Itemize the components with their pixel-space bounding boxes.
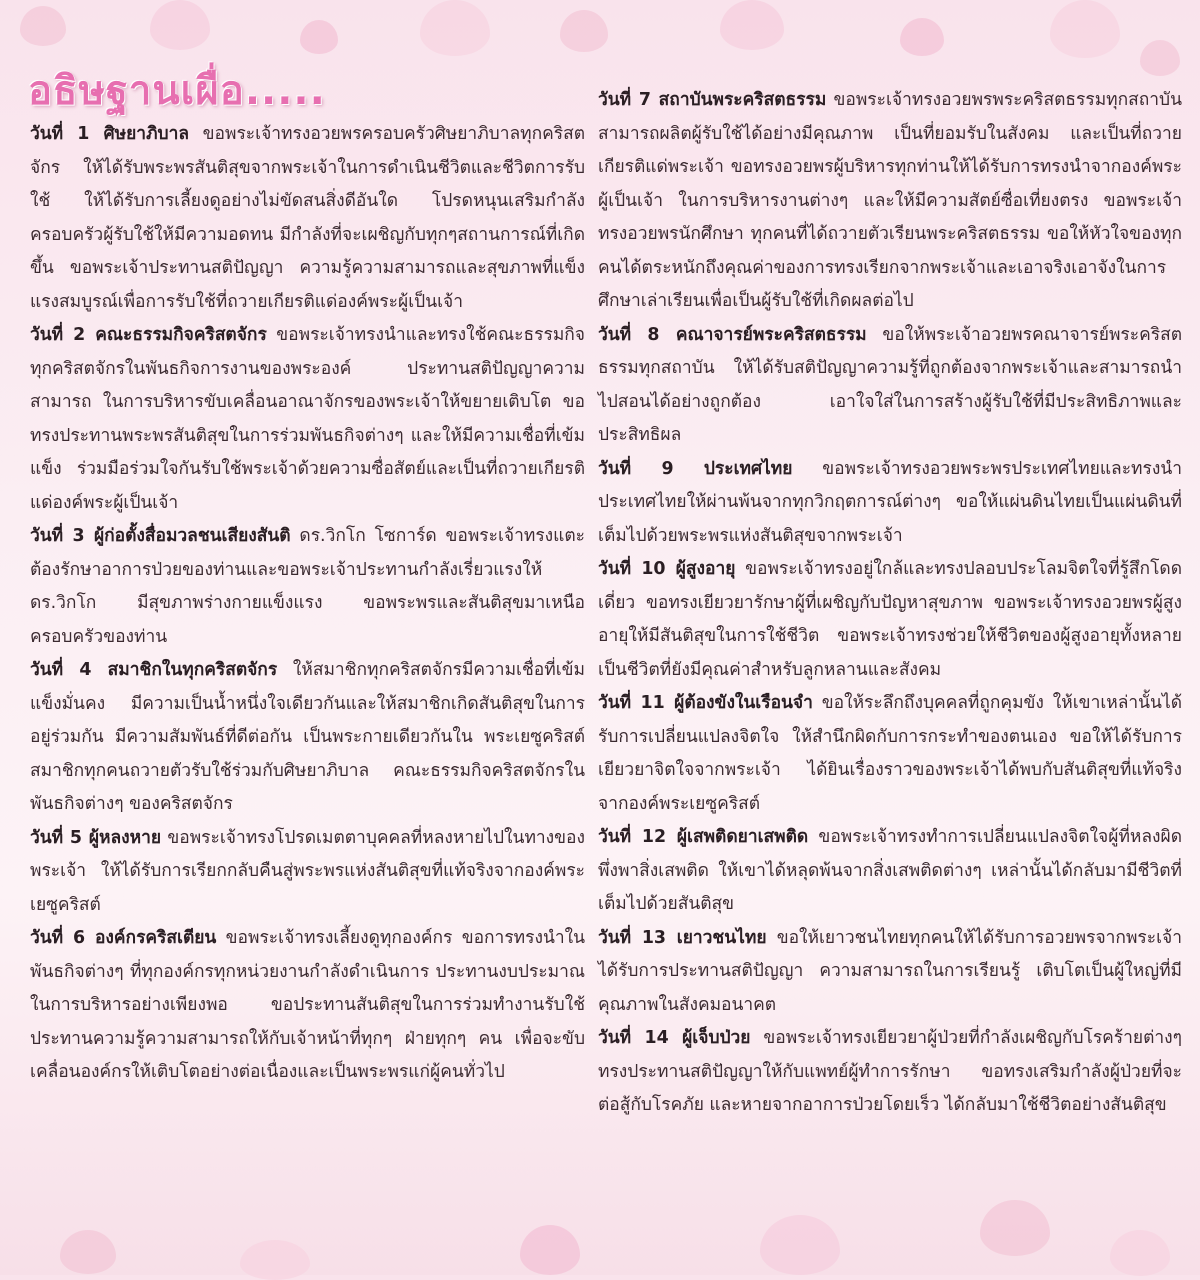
prayer-entry-day-7 <box>598 84 1182 319</box>
page-heading: อธิษฐานเผื่อ..... <box>28 68 326 114</box>
entry-text: ขอให้พระเจ้าอวยพรคณาจารย์พระคริสตธรรมทุกสถาบัน ให้ได้รับสติปัญญาความรู้ที่ถูกต้องจากพระเจ้าและสามารถนำไปสอนได้อย่างถูกต้อง เอาใจใส่ในการสร้างผู้รับใช้ที่มีประสิทธิภาพและประสิทธิผล <box>598 324 1182 445</box>
entry-text: ขอพระเจ้าทรงอวยพระพรประเทศไทยและทรงนำประเทศไทยให้ผ่านพ้นจากทุกวิกฤตการณ์ต่างๆ ขอให้แผ่นดินไทยเป็นแผ่นดินที่เต็มไปด้วยพระพรแห่งสันติสุขจากพระเจ้า <box>598 458 1182 546</box>
entry-text: ขอพระเจ้าทรงโปรดเมตตาบุคคลที่หลงหายไปในทางของพระเจ้า ให้ได้รับการเรียกกลับคืนสู่พระพรแห่งสันติสุขที่แท้จริงจากองค์พระเยซูคริสต์ <box>30 827 585 915</box>
entry-text: ขอให้เยาวชนไทยทุกคนให้ได้รับการอวยพรจากพระเจ้า ได้รับการประทานสติปัญญา ความสามารถในการเรียนรู้ เติบโตเป็นผู้ใหญ่ที่มีคุณภาพในสังคมอนาคต <box>598 927 1183 1015</box>
entry-text: ให้สมาชิกทุกคริสตจักรมีความเชื่อที่เข้มแข็งมั่นคง มีความเป็นน้ำหนึ่งใจเดียวกันและให้สมาชิกเกิดสันติสุขในการอยู่ร่วมกัน มีความสัมพันธ์ที่ดีต่อกัน เป็นพระกายเดียวกันใน พระเยซูคริสต์ สมาชิกทุกคนถวายตัวรับใช้ร่วมกับศิษยาภิบาล คณะธรรมกิจคริสตจักรในพันธกิจต่างๆ ของคริสตจักร <box>30 660 585 814</box>
entry-text: ขอพระเจ้าทรงอวยพรครอบครัวศิษยาภิบาลทุกคริสตจักร ให้ได้รับพระพรสันติสุขจากพระเจ้าในการดำเนินชีวิตและชีวิตการรับใช้ ให้ได้รับการเลี้ยงดูอย่างไม่ขัดสนสิ่งดีอันใด โปรดหนุนเสริมกำลังครอบครัวผู้รับใช้ให้มีความอดทน มีกำลังที่จะเผชิญกับทุกๆสถานการณ์ที่เกิดขึ้น ขอพระเจ้าประทานสติปัญญา ความรู้ความสามารถและสุขภาพที่แข็งแรงสมบูรณ์เพื่อการรับใช้ที่ถวายเกียรติแด่องค์พระผู้เป็นเจ้า <box>30 124 585 312</box>
entry-text: ดร.วิกโก โซการ์ด ขอพระเจ้าทรงแตะต้องรักษาอาการป่วยของท่านและขอพระเจ้าประทานกำลังเรี่ยวแรงให้ ดร.วิกโก มีสุขภาพร่างกายแข็งแรง ขอพระพรและสันติสุขมาเหนือครอบครัวของท่าน <box>30 526 586 647</box>
entry-label: วันที่ 13 เยาวชนไทย <box>598 927 767 948</box>
right-column <box>598 84 1182 1123</box>
entry-label: วันที่ 11 ผู้ต้องขังในเรือนจำ <box>598 693 813 713</box>
prayer-entry-day-11 <box>598 687 1182 821</box>
entry-text: ขอให้ระลึกถึงบุคคลที่ถูกคุมขัง ให้เขาเหล่านั้นได้รับการเปลี่ยนแปลงจิตใจ ให้สำนึกผิดกับการกระทำของตนเอง ขอให้ได้รับการเยียวยาจิตใจจากพระเจ้า ได้ยินเรื่องราวของพระเจ้าได้พบกับสันติสุขที่แท้จริงจากองค์พระเยซูคริสต์ <box>598 693 1182 814</box>
prayer-entry-day-6 <box>30 922 585 1090</box>
prayer-entry-day-8 <box>598 319 1182 453</box>
prayer-entry-day-5 <box>30 822 585 923</box>
entry-label: วันที่ 14 ผู้เจ็บป่วย <box>598 1028 751 1048</box>
entry-text: ขอพระเจ้าทรงเยียวยาผู้ป่วยที่กำลังเผชิญกับโรคร้ายต่างๆ ทรงประทานสติปัญญาให้กับแพทย์ผู้ทำการรักษา ขอทรงเสริมกำลังผู้ป่วยที่จะต่อสู้กับโรคภัย และหายจากอาการป่วยโดยเร็ว ได้กลับมาใช้ชีวิตอย่างสันติสุข <box>598 1028 1182 1115</box>
entry-label: วันที่ 8 คณาจารย์พระคริสตธรรม <box>598 324 867 345</box>
entry-label: วันที่ 9 ประเทศไทย <box>598 458 793 479</box>
entry-label: วันที่ 1 ศิษยาภิบาล <box>30 124 189 144</box>
prayer-entry-day-4 <box>30 654 585 822</box>
prayer-entry-day-13 <box>598 922 1182 1023</box>
left-column <box>30 118 585 1090</box>
entry-label: วันที่ 12 ผู้เสพติดยาเสพติด <box>598 827 809 847</box>
entry-label: วันที่ 10 ผู้สูงอายุ <box>598 559 736 579</box>
entry-text: ขอพระเจ้าทรงเลี้ยงดูทุกองค์กร ขอการทรงนำในพันธกิจต่างๆ ที่ทุกองค์กรทุกหน่วยงานกำลังดำเนินการ ประทานงบประมาณในการบริหารอย่างเพียงพอ ขอประทานสันติสุขในการร่วมทำงานรับใช้ ประทานความรู้ความสามารถให้กับเจ้าหน้าที่ทุกๆ ฝ่ายทุกๆ คน เพื่อจะขับเคลื่อนองค์กรให้เติบโตอย่างต่อเนื่องและเป็นพระพรแก่ผู้คนทั่วไป <box>30 928 585 1082</box>
prayer-entry-day-14 <box>598 1022 1182 1123</box>
prayer-entry-day-9 <box>598 453 1182 554</box>
prayer-entry-day-2 <box>30 319 585 520</box>
entry-text: ขอพระเจ้าทรงอวยพรพระคริสตธรรมทุกสถาบัน สามารถผลิตผู้รับใช้ได้อย่างมีคุณภาพ เป็นที่ยอมรับในสังคม และเป็นที่ถวายเกียรติแด่พระเจ้า ขอทรงอวยพรผู้บริหารทุกท่านให้ได้รับการทรงนำจากองค์พระผู้เป็นเจ้า ในการบริหารงานต่างๆ และให้มีความสัตย์ซื่อเที่ยงตรง ขอพระเจ้าทรงอวยพรนักศึกษา ทุกคนที่ได้ถวายตัวเรียนพระคริสตธรรม ขอให้หัวใจของทุกคนได้ตระหนักถึงคุณค่าของการทรงเรียกจากพระเจ้าและเอาจริงเอาจังในการศึกษาเล่าเรียนเพื่อเป็นผู้รับใช้ที่เกิดผลต่อไป <box>598 90 1182 311</box>
entry-label: วันที่ 3 ผู้ก่อตั้งสื่อมวลชนเสียงสันติ <box>30 526 291 546</box>
entry-text: ขอพระเจ้าทรงอยู่ใกล้และทรงปลอบประโลมจิตใจที่รู้สึกโดดเดี่ยว ขอทรงเยียวยารักษาผู้ที่เผชิญกับปัญหาสุขภาพ ขอพระเจ้าทรงอวยพรผู้สูงอายุให้มีสันติสุขในการใช้ชีวิต ขอพระเจ้าทรงช่วยให้ชีวิตของผู้สูงอายุทั้งหลายเป็นชีวิตที่ยังมีคุณค่าสำหรับลูกหลานและสังคม <box>598 559 1183 680</box>
prayer-entry-day-1 <box>30 118 585 319</box>
entry-label: วันที่ 5 ผู้หลงหาย <box>30 827 162 848</box>
entry-label: วันที่ 7 สถาบันพระคริสตธรรม <box>598 90 827 110</box>
prayer-entry-day-12 <box>598 821 1182 922</box>
entry-text: ขอพระเจ้าทรงทำการเปลี่ยนแปลงจิตใจผู้ที่หลงผิดพึ่งพาสิ่งเสพติด ให้เขาได้หลุดพ้นจากสิ่งเสพติดต่างๆ เหล่านั้นได้กลับมามีชีวิตที่เต็มไปด้วยสันติสุข <box>598 827 1182 914</box>
entry-label: วันที่ 4 สมาชิกในทุกคริสตจักร <box>30 660 278 680</box>
entry-text: ขอพระเจ้าทรงนำและทรงใช้คณะธรรมกิจทุกคริสตจักรในพันธกิจการงานของพระองค์ ประทานสติปัญญาความสามารถ ในการบริหารขับเคลื่อนอาณาจักรของพระเจ้าให้ขยายเติบโต ขอทรงประทานพระพรสันติสุขในการร่วมพันธกิจต่างๆ และให้มีความเชื่อที่เข้มแข็ง ร่วมมือร่วมใจกันรับใช้พระเจ้าด้วยความซื่อสัตย์และเป็นที่ถวายเกียรติแด่องค์พระผู้เป็นเจ้า <box>30 325 585 513</box>
entry-label: วันที่ 2 คณะธรรมกิจคริสตจักร <box>30 325 267 345</box>
prayer-entry-day-10 <box>598 553 1182 687</box>
prayer-entry-day-3 <box>30 520 585 654</box>
entry-label: วันที่ 6 องค์กรคริสเตียน <box>30 928 217 948</box>
